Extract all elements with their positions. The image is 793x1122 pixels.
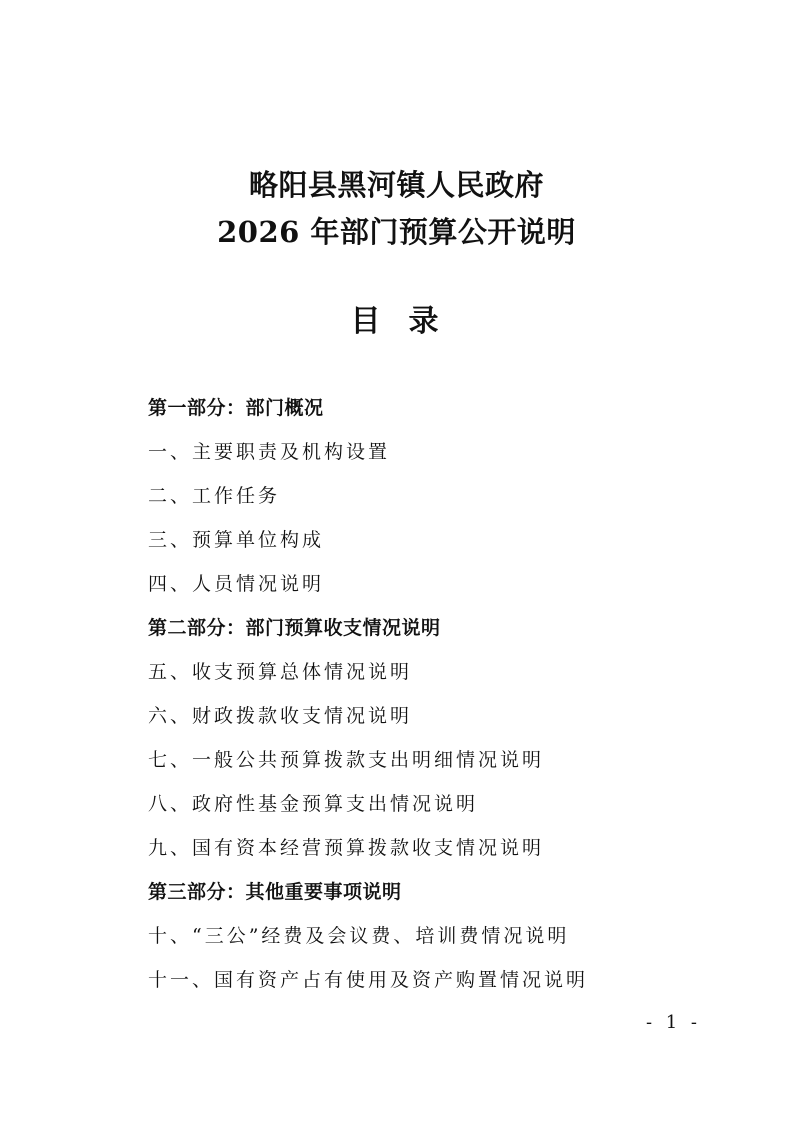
toc-part-1: 第一部分：部门概况 — [148, 397, 324, 419]
toc-part-3: 第三部分：其他重要事项说明 — [148, 881, 402, 903]
toc-item-6: 六、财政拨款收支情况说明 — [148, 705, 413, 727]
toc-item-7: 七、一般公共预算拨款支出明细情况说明 — [148, 749, 545, 771]
toc-item-10: 十、“三公”经费及会议费、培训费情况说明 — [148, 925, 570, 947]
toc-heading: 目录 — [350, 304, 467, 339]
toc-part-2: 第二部分：部门预算收支情况说明 — [148, 617, 441, 639]
toc-item-5: 五、收支预算总体情况说明 — [148, 661, 413, 683]
toc-item-2: 二、工作任务 — [148, 485, 281, 507]
table-of-contents — [148, 390, 708, 1006]
toc-item-1: 一、主要职责及机构设置 — [148, 441, 391, 463]
toc-item-11: 十一、国有资产占有使用及资产购置情况说明 — [148, 969, 589, 991]
page-number: - 1 - — [645, 1012, 701, 1033]
toc-item-3: 三、预算单位构成 — [148, 529, 325, 551]
toc-item-8: 八、政府性基金预算支出情况说明 — [148, 793, 479, 815]
document-title-line-2: 2026 年部门预算公开说明 — [217, 215, 576, 249]
document-title-line-1: 略阳县黑河镇人民政府 — [248, 168, 544, 202]
toc-item-9: 九、国有资本经营预算拨款收支情况说明 — [148, 837, 545, 859]
toc-item-4: 四、人员情况说明 — [148, 573, 325, 595]
